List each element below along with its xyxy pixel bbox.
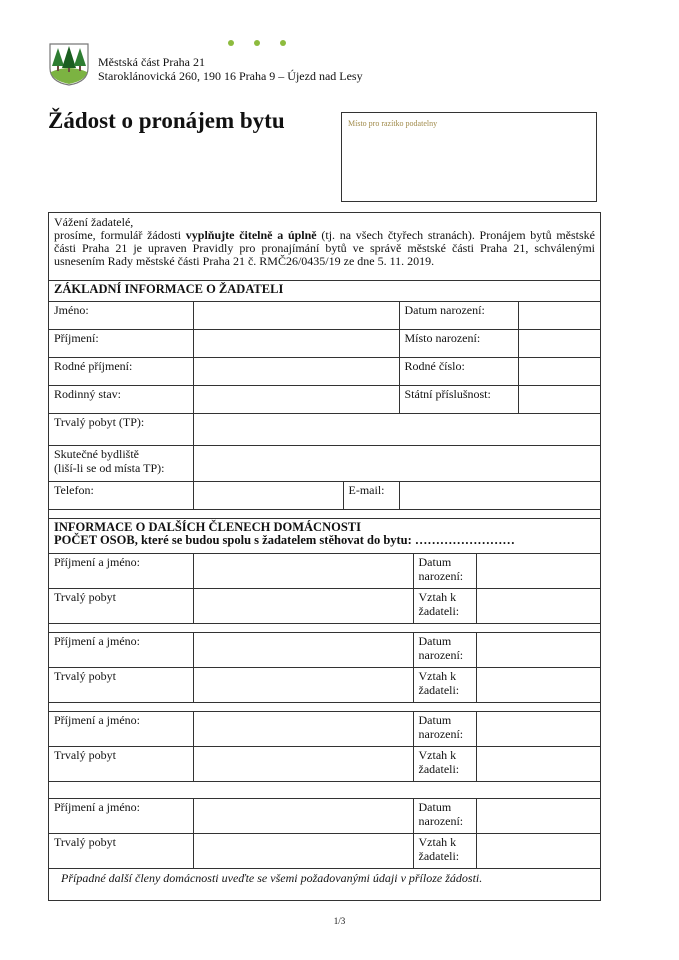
intro-p1-bold: vyplňujte čitelně a úplně: [185, 228, 317, 242]
member-rel-line1: Vztah k: [418, 835, 457, 849]
member-table-1: [49, 553, 600, 624]
actual-residence-line1: Skutečné bydliště: [54, 447, 139, 461]
org-address: Staroklánovická 260, 190 16 Praha 9 – Újezd nad Lesy: [98, 69, 363, 83]
actual-residence-line2: (liší-li se od místa TP):: [54, 461, 165, 475]
residence-label: Trvalý pobyt (TP):: [49, 414, 193, 446]
trees-coat-of-arms-icon: [48, 42, 90, 86]
application-form: [48, 212, 601, 901]
member-table-3: [49, 711, 600, 782]
table-row: [49, 834, 600, 869]
decorative-dots: [228, 40, 286, 46]
member-residence-input[interactable]: [193, 834, 413, 869]
birth-number-label: Rodné číslo:: [399, 358, 518, 386]
member-rel-line2: žadateli:: [418, 604, 460, 618]
member-dob-line1: Datum: [418, 555, 452, 569]
member-dob-line2: narození:: [418, 569, 464, 583]
member-name-label: Příjmení a jméno:: [49, 554, 193, 589]
member-name-label: Příjmení a jméno:: [49, 633, 193, 668]
table-row: [49, 712, 600, 747]
table-row: [49, 302, 600, 330]
intro-p1: prosíme, formulář žádosti: [54, 228, 186, 242]
member-rel-input[interactable]: [476, 834, 600, 869]
member-dob-label: [413, 554, 476, 589]
email-input[interactable]: [399, 482, 600, 510]
page-number: 1/3: [333, 916, 346, 926]
table-row: [49, 799, 600, 834]
member-name-input[interactable]: [193, 712, 413, 747]
member-dob-line1: Datum: [418, 634, 452, 648]
member-name-input[interactable]: [193, 554, 413, 589]
dot: [280, 40, 286, 46]
member-table-4: [49, 798, 600, 869]
table-row: [49, 747, 600, 782]
member-residence-label: Trvalý pobyt: [49, 668, 193, 703]
member-rel-label: [413, 747, 476, 782]
member-dob-line2: narození:: [418, 727, 464, 741]
citizenship-input[interactable]: [518, 386, 600, 414]
citizenship-label: Státní příslušnost:: [399, 386, 518, 414]
member-dob-line2: narození:: [418, 648, 464, 662]
member-dob-input[interactable]: [476, 633, 600, 668]
member-residence-input[interactable]: [193, 589, 413, 624]
intro-greeting: Vážení žadatelé,: [54, 215, 134, 229]
table-row: [49, 446, 600, 482]
member-name-input[interactable]: [193, 799, 413, 834]
member-residence-input[interactable]: [193, 747, 413, 782]
member-rel-input[interactable]: [476, 589, 600, 624]
member-table-2: [49, 632, 600, 703]
birth-surname-input[interactable]: [193, 358, 399, 386]
marital-input[interactable]: [193, 386, 399, 414]
member-rel-line1: Vztah k: [418, 669, 457, 683]
intro-p1-rest: (tj. na všech čtyřech stranách). Pronájem bytů městské části Praha 21 je upraven Pravidly pro pronajímání bytů ve správě městské části Praha 21, schválenými usnesením Rady městské části Praha 21 č. RMČ26/0435/19 ze dne 5. 11. 2019.: [54, 228, 595, 268]
name-label: Jméno:: [49, 302, 193, 330]
household-count-label: POČET OSOB, které se budou spolu s žadatelem stěhovat do bytu: ……………………: [54, 533, 515, 547]
member-rel-label: [413, 668, 476, 703]
member-residence-label: Trvalý pobyt: [49, 747, 193, 782]
marital-label: Rodinný stav:: [49, 386, 193, 414]
name-input[interactable]: [193, 302, 399, 330]
org-block: [98, 55, 363, 83]
table-row: [49, 589, 600, 624]
member-name-input[interactable]: [193, 633, 413, 668]
member-rel-label: [413, 589, 476, 624]
phone-input[interactable]: [193, 482, 343, 510]
birth-number-input[interactable]: [518, 358, 600, 386]
stamp-box: [341, 112, 597, 202]
member-dob-input[interactable]: [476, 554, 600, 589]
phone-label: Telefon:: [49, 482, 193, 510]
member-dob-label: [413, 799, 476, 834]
actual-residence-input[interactable]: [193, 446, 600, 482]
surname-label: Příjmení:: [49, 330, 193, 358]
member-dob-label: [413, 712, 476, 747]
org-name: Městská část Praha 21: [98, 55, 205, 69]
member-dob-input[interactable]: [476, 712, 600, 747]
pob-label: Místo narození:: [399, 330, 518, 358]
table-row: [49, 554, 600, 589]
dob-input[interactable]: [518, 302, 600, 330]
page-title: Žádost o pronájem bytu: [48, 108, 285, 133]
member-separator: [49, 623, 600, 632]
dot: [254, 40, 260, 46]
pob-input[interactable]: [518, 330, 600, 358]
section-heading-applicant: ZÁKLADNÍ INFORMACE O ŽADATELI: [49, 280, 600, 300]
member-dob-line1: Datum: [418, 713, 452, 727]
stamp-label: Místo pro razítko podatelny: [348, 119, 438, 128]
applicant-table: [49, 301, 600, 510]
member-dob-input[interactable]: [476, 799, 600, 834]
actual-residence-label: [49, 446, 193, 482]
household-note: Případné další členy domácnosti uveďte se všemi požadovanými údaji v příloze žádosti.: [61, 871, 483, 885]
member-separator: [49, 702, 600, 711]
member-rel-line1: Vztah k: [418, 590, 457, 604]
member-rel-line2: žadateli:: [418, 849, 460, 863]
table-row: [49, 482, 600, 510]
birth-surname-label: Rodné příjmení:: [49, 358, 193, 386]
member-residence-input[interactable]: [193, 668, 413, 703]
section-heading-household: [49, 518, 600, 552]
member-dob-line1: Datum: [418, 800, 452, 814]
member-rel-line2: žadateli:: [418, 683, 460, 697]
table-row: [49, 386, 600, 414]
member-name-label: Příjmení a jméno:: [49, 712, 193, 747]
member-dob-label: [413, 633, 476, 668]
dot: [228, 40, 234, 46]
surname-input[interactable]: [193, 330, 399, 358]
member-rel-label: [413, 834, 476, 869]
member-rel-input[interactable]: [476, 668, 600, 703]
member-rel-input[interactable]: [476, 747, 600, 782]
member-rel-line1: Vztah k: [418, 748, 457, 762]
table-row: [49, 633, 600, 668]
member-dob-line2: narození:: [418, 814, 464, 828]
residence-input[interactable]: [193, 414, 600, 446]
member-separator: [49, 781, 600, 790]
dob-label: Datum narození:: [399, 302, 518, 330]
intro-text: [49, 213, 600, 280]
household-heading: INFORMACE O DALŠÍCH ČLENECH DOMÁCNOSTI: [54, 520, 361, 534]
member-name-label: Příjmení a jméno:: [49, 799, 193, 834]
table-row: [49, 358, 600, 386]
member-residence-label: Trvalý pobyt: [49, 589, 193, 624]
member-residence-label: Trvalý pobyt: [49, 834, 193, 869]
email-label: E-mail:: [343, 482, 399, 510]
table-row: [49, 414, 600, 446]
table-row: [49, 668, 600, 703]
table-row: [49, 330, 600, 358]
member-rel-line2: žadateli:: [418, 762, 460, 776]
